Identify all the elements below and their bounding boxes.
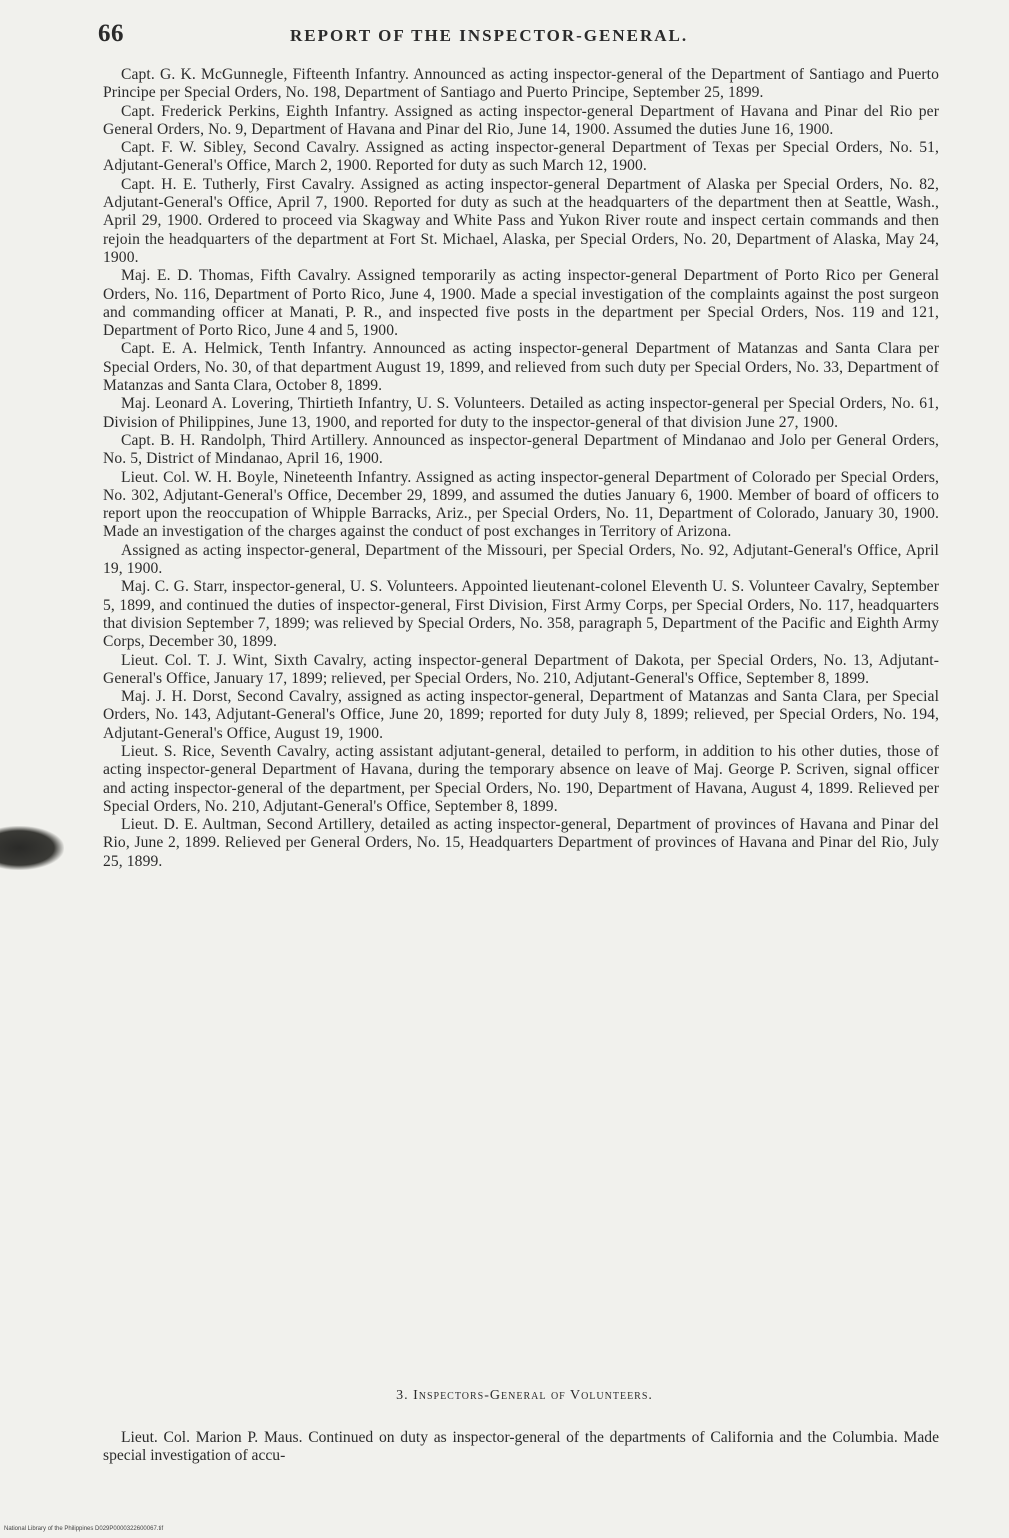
paragraph: Maj. C. G. Starr, inspector-general, U. S. Volunteers. Appointed lieutenant-colonel Eleventh U. S. Volunteer Cavalry, September 5, 1899, and continued the duties of inspector-general, First Division, First Army Corps, per Special Orders, No. 117, headquarters that division September 7, 1899; was relieved by Special Orders, No. 358, paragraph 5, Department of the Pacific and Eighth Army Corps, December 30, 1899. [103,578,939,651]
scan-credit: National Library of the Philippines D029P0000322600067.tif [4,1526,164,1532]
paragraph: Capt. F. W. Sibley, Second Cavalry. Assigned as acting inspector-general Department of Texas per Special Orders, No. 51, Adjutant-General's Office, March 2, 1900. Reported for duty as such March 12, 1900. [103,139,939,175]
paragraph: Lieut. Col. W. H. Boyle, Nineteenth Infantry. Assigned as acting inspector-general Department of Colorado per Special Orders, No. 302, Adjutant-General's Office, December 29, 1899, and assumed the duties January 6, 1900. Member of board of officers to report upon the reoccupation of Whipple Barracks, Ariz., per Special Orders, No. 11, Department of Colorado, January 30, 1900. Made an investigation of the charges against the conduct of post exchanges in Territory of Arizona. [103,468,939,541]
paragraph: Lieut. D. E. Aultman, Second Artillery, detailed as acting inspector-general, Department of provinces of Havana and Pinar del Rio, June 2, 1899. Relieved per General Orders, No. 15, Headquarters Department of provinces of Havana and Pinar del Rio, July 25, 1899. [103,816,939,870]
paragraph: Capt. Frederick Perkins, Eighth Infantry. Assigned as acting inspector-general Department of Havana and Pinar del Rio per General Orders, No. 9, Department of Havana and Pinar del Rio, June 14, 1900. Assumed the duties June 16, 1900. [103,102,939,138]
section-body [103,1429,939,1466]
scan-thumb-shadow [0,826,64,870]
section-heading: 3. Inspectors-General of Volunteers. [396,1388,653,1403]
paragraph: Capt. G. K. McGunnegle, Fifteenth Infantry. Announced as acting inspector-general of the Department of Santiago and Puerto Principe per Special Orders, No. 198, Department of Santiago and Puerto Principe, September 25, 1899. [103,66,939,102]
paragraph: Maj. Leonard A. Lovering, Thirtieth Infantry, U. S. Volunteers. Detailed as acting inspector-general per Special Orders, No. 61, Division of Philippines, June 13, 1900, and reported for duty to the inspector-general of that division June 27, 1900. [103,395,939,431]
paragraph: Lieut. S. Rice, Seventh Cavalry, acting assistant adjutant-general, detailed to perform, in addition to his other duties, those of acting inspector-general Department of Havana, during the temporary absence on leave of Maj. George P. Scriven, signal officer and acting inspector-general of the department, per Special Orders, No. 190, Department of Havana, August 4, 1899. Relieved per Special Orders, No. 210, Adjutant-General's Office, September 8, 1899. [103,742,939,815]
paragraph: Capt. E. A. Helmick, Tenth Infantry. Announced as acting inspector-general Department of Matanzas and Santa Clara per Special Orders, No. 30, of that department August 19, 1899, and relieved from such duty per Special Orders, No. 33, Department of Matanzas and Santa Clara, October 8, 1899. [103,340,939,395]
paragraph: Lieut. Col. Marion P. Maus. Continued on duty as inspector-general of the departments of California and the Columbia. Made special investigation of accu- [103,1429,939,1465]
running-head: REPORT OF THE INSPECTOR-GENERAL. [290,26,689,45]
body-text [103,66,939,871]
paragraph: Capt. H. E. Tutherly, First Cavalry. Assigned as acting inspector-general Department of Alaska per Special Orders, No. 82, Adjutant-General's Office, April 7, 1900. Reported for duty as such at the headquarters of the department then at Seattle, Wash., April 29, 1900. Ordered to proceed via Skagway and White Pass and Yukon River route and inspect certain commands and then rejoin the headquarters of the department at Fort St. Michael, Alaska, per Special Orders, No. 20, Department of Alaska, May 24, 1900. [103,175,939,266]
paragraph: Maj. E. D. Thomas, Fifth Cavalry. Assigned temporarily as acting inspector-general Department of Porto Rico per General Orders, No. 116, Department of Porto Rico, June 4, 1900. Made a special investigation of the complaints against the post surgeon and commanding officer at Manati, P. R., and inspected five posts in the department per Special Orders, Nos. 119 and 121, Department of Porto Rico, June 4 and 5, 1900. [103,267,939,340]
paragraph: Assigned as acting inspector-general, Department of the Missouri, per Special Orders, No. 92, Adjutant-General's Office, April 19, 1900. [103,541,939,578]
paragraph: Lieut. Col. T. J. Wint, Sixth Cavalry, acting inspector-general Department of Dakota, per Special Orders, No. 13, Adjutant-General's Office, January 17, 1899; relieved, per Special Orders, No. 210, Adjutant-General's Office, September 8, 1899. [103,651,939,687]
paragraph: Maj. J. H. Dorst, Second Cavalry, assigned as acting inspector-general, Department of Matanzas and Santa Clara, per Special Orders, No. 143, Adjutant-General's Office, June 20, 1899; reported for duty July 8, 1899; relieved, per Special Orders, No. 194, Adjutant-General's Office, August 19, 1900. [103,688,939,742]
paragraph: Capt. B. H. Randolph, Third Artillery. Announced as inspector-general Department of Mindanao and Jolo per General Orders, No. 5, District of Mindanao, April 16, 1900. [103,431,939,468]
page-number: 66 [98,20,124,47]
